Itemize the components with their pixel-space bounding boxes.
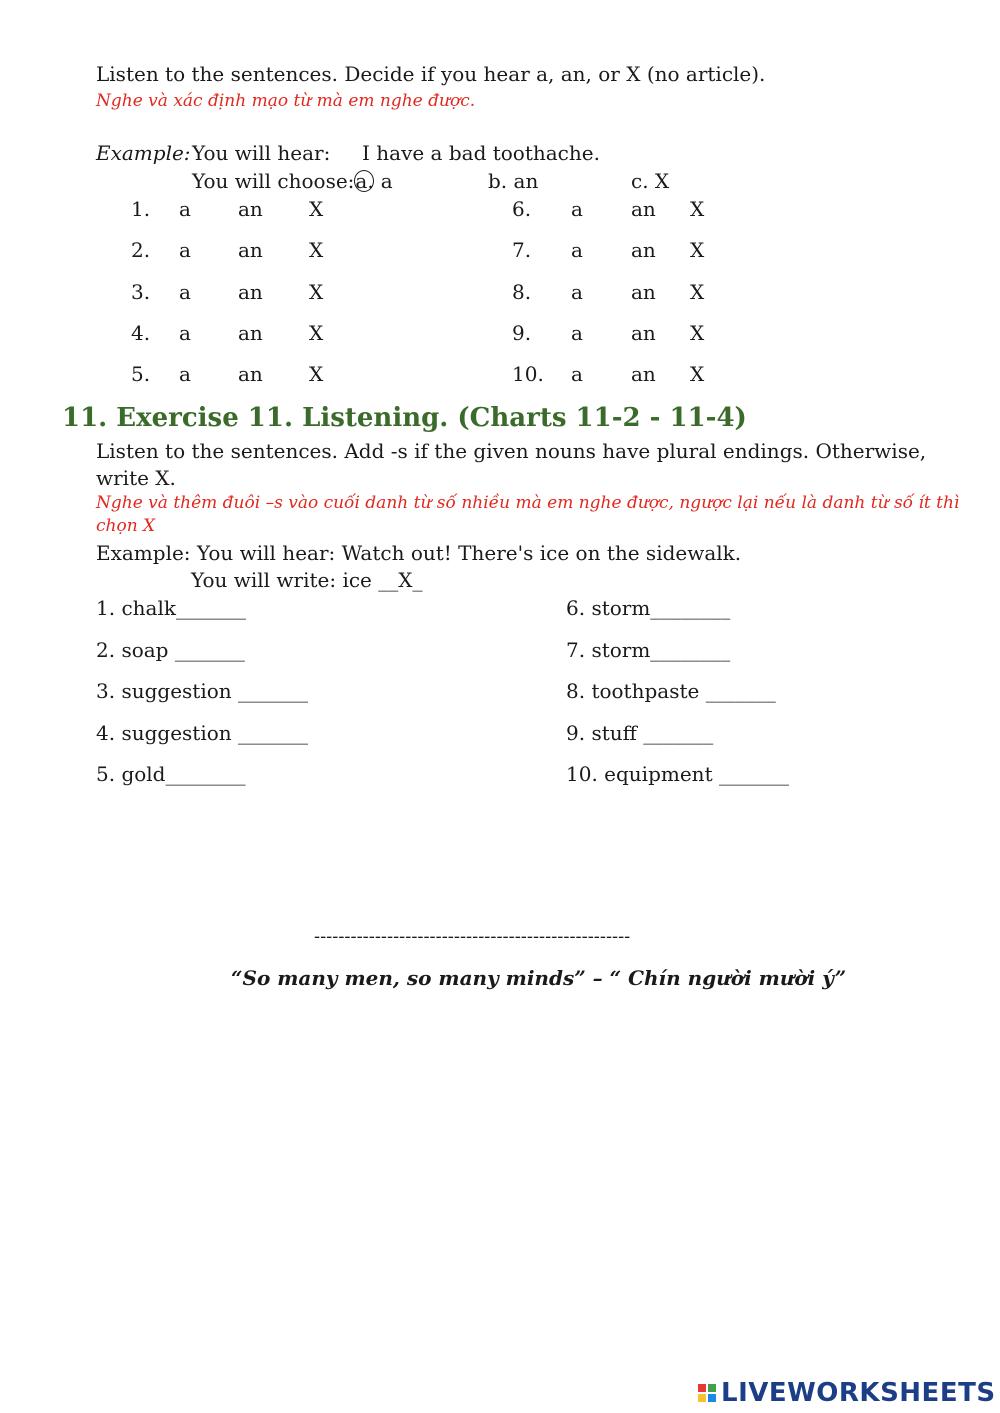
- ex11-instruction-line2: write X.: [96, 466, 176, 490]
- option-a[interactable]: a: [571, 321, 583, 345]
- ex11-item[interactable]: 7. storm________: [566, 638, 731, 662]
- option-an[interactable]: an: [631, 280, 656, 304]
- option-x[interactable]: X: [690, 321, 705, 345]
- ex11-item[interactable]: 4. suggestion _______: [96, 721, 309, 745]
- ex11-item[interactable]: 10. equipment _______: [566, 762, 789, 786]
- option-an[interactable]: an: [238, 280, 263, 304]
- item-number: 4.: [131, 321, 151, 345]
- item-number: 9.: [512, 321, 532, 345]
- ex11-item[interactable]: 9. stuff _______: [566, 721, 714, 745]
- option-an[interactable]: an: [631, 238, 656, 262]
- ex11-item[interactable]: 2. soap _______: [96, 638, 245, 662]
- item-number: 10.: [512, 362, 544, 386]
- option-an[interactable]: an: [238, 238, 263, 262]
- option-a[interactable]: a: [571, 362, 583, 386]
- ex11-example-line2: You will write: ice __X_: [191, 568, 423, 592]
- option-x[interactable]: X: [690, 280, 705, 304]
- ex10-example-sentence: I have a bad toothache.: [362, 141, 600, 165]
- ex10-example-label: Example:: [96, 141, 191, 165]
- item-number: 6.: [512, 197, 532, 221]
- option-x[interactable]: X: [309, 321, 324, 345]
- ex11-item[interactable]: 6. storm________: [566, 596, 731, 620]
- option-an[interactable]: an: [238, 197, 263, 221]
- option-a[interactable]: a: [179, 280, 191, 304]
- logo-mark-icon: [697, 1383, 717, 1403]
- option-x[interactable]: X: [690, 197, 705, 221]
- option-a[interactable]: a: [179, 238, 191, 262]
- option-an[interactable]: an: [238, 321, 263, 345]
- ex10-instruction: Listen to the sentences. Decide if you hear a, an, or X (no article).: [96, 62, 766, 86]
- option-x[interactable]: X: [309, 362, 324, 386]
- ex10-example-hear: You will hear:: [192, 141, 331, 165]
- option-x[interactable]: X: [690, 238, 705, 262]
- ex11-instruction-line1: Listen to the sentences. Add -s if the given nouns have plural endings. Otherwise,: [96, 439, 927, 463]
- option-a[interactable]: a: [179, 321, 191, 345]
- ex10-instruction-vi: Nghe và xác định mạo từ mà em nghe được.: [96, 91, 476, 111]
- ex11-heading: 11. Exercise 11. Listening. (Charts 11-2 - 11-4): [62, 403, 747, 433]
- ex10-example-b: b. an: [488, 169, 539, 193]
- ex11-item[interactable]: 1. chalk_______: [96, 596, 246, 620]
- option-an[interactable]: an: [238, 362, 263, 386]
- ex11-item[interactable]: 5. gold________: [96, 762, 246, 786]
- proverb-quote: “So many men, so many minds” – “ Chín người mười ý”: [231, 966, 847, 990]
- option-an[interactable]: an: [631, 197, 656, 221]
- ex10-example-c: c. X: [631, 169, 670, 193]
- option-a[interactable]: a: [179, 362, 191, 386]
- item-number: 3.: [131, 280, 151, 304]
- logo-text: LIVEWORKSHEETS: [721, 1378, 996, 1408]
- item-number: 8.: [512, 280, 532, 304]
- option-x[interactable]: X: [690, 362, 705, 386]
- item-number: 7.: [512, 238, 532, 262]
- item-number: 5.: [131, 362, 151, 386]
- option-an[interactable]: an: [631, 362, 656, 386]
- divider: ----------------------------------------------------: [314, 926, 631, 947]
- option-a[interactable]: a: [571, 280, 583, 304]
- option-x[interactable]: X: [309, 238, 324, 262]
- circled-answer: a.: [355, 169, 374, 193]
- item-number: 1.: [131, 197, 151, 221]
- liveworksheets-logo[interactable]: [697, 1378, 996, 1408]
- ex11-example-line1: Example: You will hear: Watch out! There's ice on the sidewalk.: [96, 541, 742, 565]
- ex11-item[interactable]: 8. toothpaste _______: [566, 679, 776, 703]
- option-x[interactable]: X: [309, 280, 324, 304]
- ex11-instruction-vi-line1: Nghe và thêm đuôi –s vào cuối danh từ số nhiều mà em nghe được, ngược lại nếu là danh từ số ít thì: [96, 493, 960, 513]
- option-x[interactable]: X: [309, 197, 324, 221]
- option-a[interactable]: a: [571, 238, 583, 262]
- option-an[interactable]: an: [631, 321, 656, 345]
- item-number: 2.: [131, 238, 151, 262]
- option-a[interactable]: a: [179, 197, 191, 221]
- ex10-example-choose: You will choose:a. a: [192, 169, 393, 193]
- option-a[interactable]: a: [571, 197, 583, 221]
- ex11-item[interactable]: 3. suggestion _______: [96, 679, 309, 703]
- ex11-instruction-vi-line2: chọn X: [96, 516, 156, 536]
